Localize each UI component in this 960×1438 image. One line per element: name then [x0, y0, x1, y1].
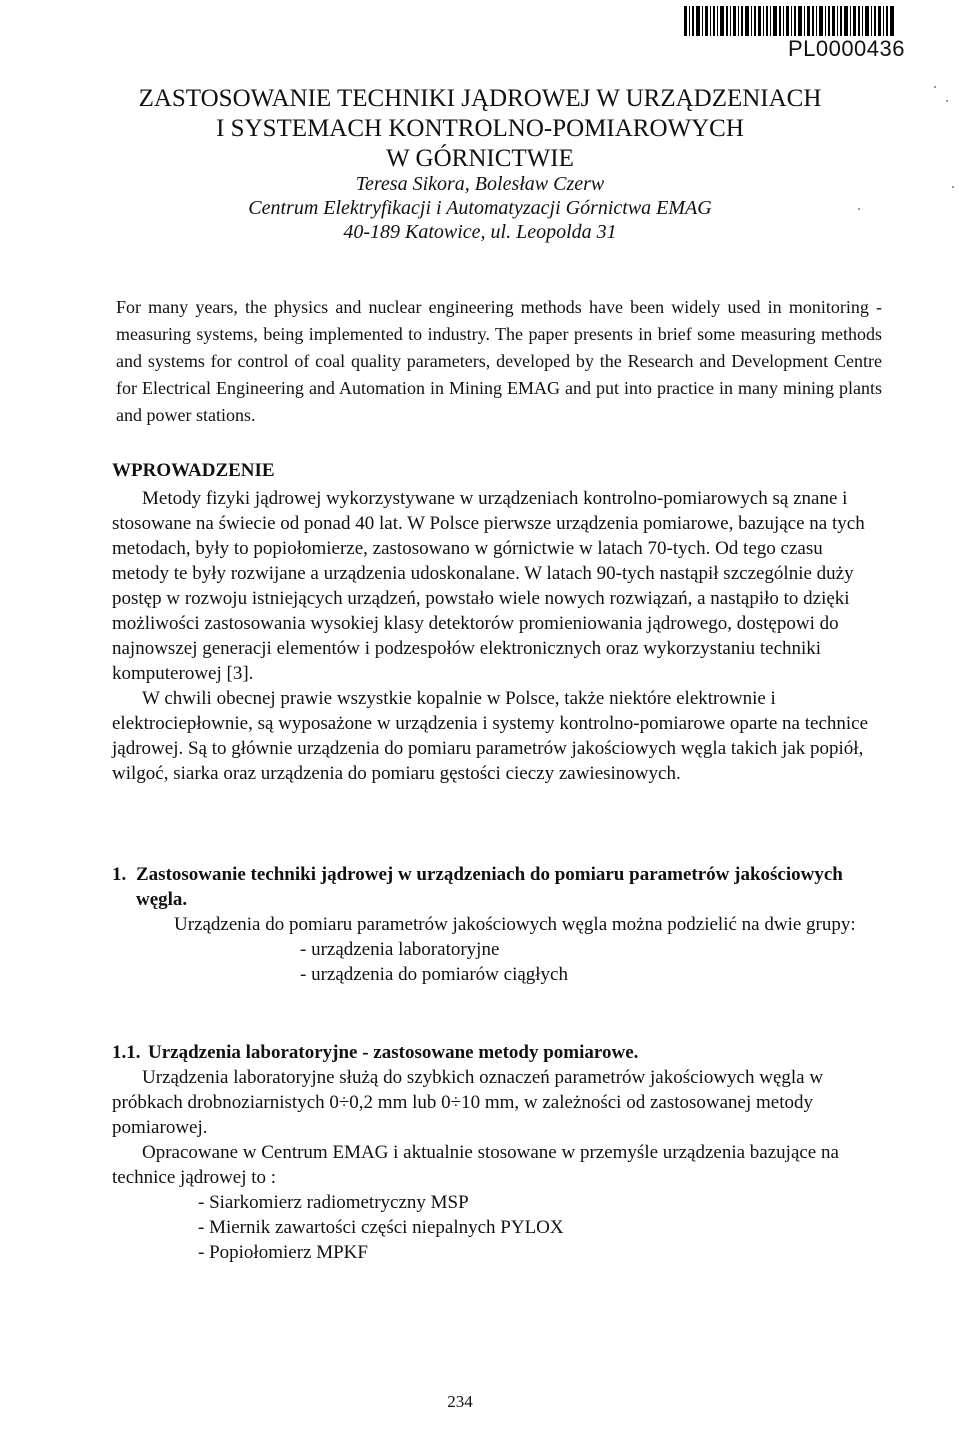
scan-speck: [946, 100, 948, 102]
scan-speck: [934, 86, 936, 88]
list-item: - Miernik zawartości części niepalnych PYLOX: [198, 1217, 564, 1238]
section-1-1: [112, 1040, 882, 1265]
device-group-list: [112, 937, 882, 987]
title-line: W GÓRNICTWIE: [386, 145, 574, 172]
paper-title: [100, 84, 860, 174]
scan-speck: [858, 208, 860, 210]
list-item: - urządzenia do pomiarów ciągłych: [300, 964, 568, 985]
list-item: - Popiołomierz MPKF: [198, 1242, 368, 1263]
page-number: 234: [447, 1392, 473, 1411]
section-title: Urządzenia laboratoryjne - zastosowane metody pomiarowe.: [148, 1042, 639, 1063]
title-line: ZASTOSOWANIE TECHNIKI JĄDROWEJ W URZĄDZENIACH: [138, 85, 822, 112]
body-paragraph: Opracowane w Centrum EMAG i aktualnie stosowane w przemyśle urządzenia bazujące na technice jądrowej to :: [112, 1142, 839, 1188]
body-paragraph: W chwili obecnej prawie wszystkie kopalnie w Polsce, także niektóre elektrownie i elektrociepłownie, są wyposażone w urządzenia i systemy kontrolno-pomiarowe oparte na technice jądrowej. Są to głównie urządzenia do pomiaru parametrów jakościowych węgla takich jak popiół, wilgoć, siarka oraz urządzenia do pomiaru gęstości cieczy zawiesinowych.: [112, 688, 869, 784]
scan-speck: [952, 186, 954, 188]
section-number: 1.: [112, 864, 127, 885]
list-item: - urządzenia laboratoryjne: [300, 939, 500, 960]
section-heading: [112, 862, 882, 912]
author-block: [100, 172, 860, 244]
author-institution: Centrum Elektryfikacji i Automatyzacji Górnictwa EMAG: [248, 197, 712, 219]
author-address: 40-189 Katowice, ul. Leopolda 31: [343, 221, 617, 243]
intro-section: [112, 458, 882, 786]
section-heading: WPROWADZENIE: [112, 460, 275, 481]
barcode-image: [684, 6, 896, 36]
body-paragraph: Metody fizyki jądrowej wykorzystywane w urządzeniach kontrolno-pomiarowych są znane i stosowane na świecie od ponad 40 lat. W Polsce pierwsze urządzenia pomiarowe, bazujące na tych metodach, były to popiołomierze, zastosowano w górnictwie w latach 70-tych. Od tego czasu metody te były rozwijane a urządzenia udoskonalane. W latach 90-tych nastąpił szczególnie duży postęp w rozwoju istniejących urządzeń, powstało wiele nowych rozwiązań, a nastąpiło to dzięki możliwości zastosowania wysokiej klasy detektorów promieniowania jądrowego, dostępowi do najnowszej generacji elementów i podzespołów elektronicznych oraz wykorzystaniu techniki komputerowej [3].: [112, 488, 865, 684]
section-heading: [112, 1040, 882, 1065]
abstract: For many years, the physics and nuclear engineering methods have been widely used in monitoring - measuring systems, being implemented to industry. The paper presents in brief some measuring methods and systems for control of coal quality parameters, developed by the Research and Development Centre for Electrical Engineering and Automation in Mining EMAG and put into practice in many mining plants and power stations.: [116, 297, 882, 425]
report-number: PL0000436: [787, 36, 905, 61]
device-list: [112, 1190, 882, 1265]
body-paragraph: Urządzenia laboratoryjne służą do szybkich oznaczeń parametrów jakościowych węgla w próbkach drobnoziarnistych 0÷0,2 mm lub 0÷10 mm, w zależności od zastosowanej metody pomiarowej.: [112, 1067, 824, 1138]
body-paragraph: Urządzenia do pomiaru parametrów jakościowych węgla można podzielić na dwie grupy:: [174, 914, 856, 935]
list-item: - Siarkomierz radiometryczny MSP: [198, 1192, 469, 1213]
section-number: 1.1.: [112, 1042, 141, 1063]
title-line: I SYSTEMACH KONTROLNO-POMIAROWYCH: [216, 115, 744, 142]
author-names: Teresa Sikora, Bolesław Czerw: [355, 173, 605, 195]
section-title: Zastosowanie techniki jądrowej w urządzeniach do pomiaru parametrów jakościowych węgla.: [136, 864, 843, 910]
section-1: [112, 862, 882, 987]
